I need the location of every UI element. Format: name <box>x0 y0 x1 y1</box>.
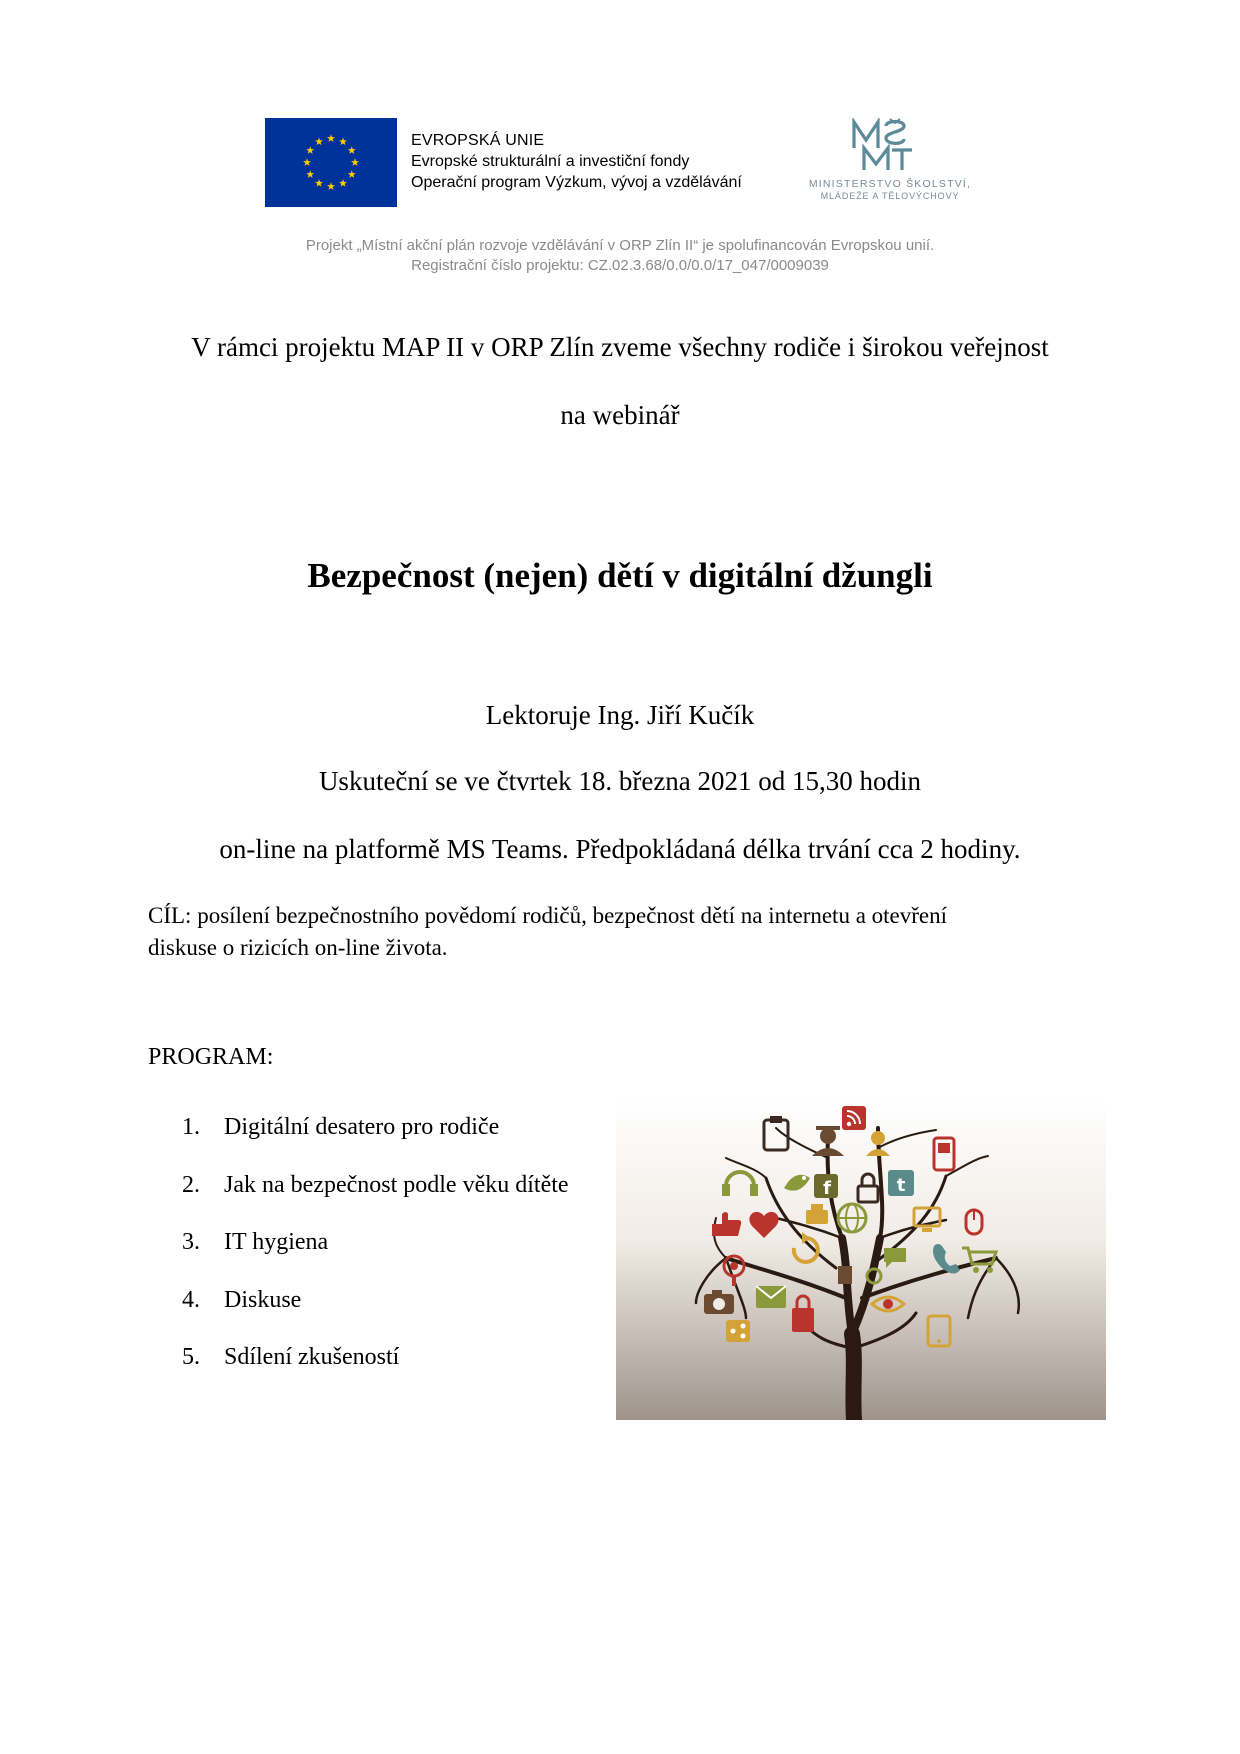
facebook-icon <box>814 1174 838 1199</box>
eu-logo <box>265 118 775 208</box>
svg-text:t: t <box>896 1175 906 1196</box>
goal-line1: CÍL: posílení bezpečnostního povědomí rodičů, bezpečnost dětí na internetu a otevření <box>148 903 948 928</box>
rss-icon <box>842 1106 866 1130</box>
eu-logo-line2: Evropské strukturální a investiční fondy <box>411 153 690 170</box>
eu-logo-text <box>411 130 742 193</box>
social-tree-image <box>616 1098 1106 1420</box>
list-item-text: Sdílení zkušeností <box>224 1344 400 1370</box>
list-item <box>182 1342 602 1400</box>
list-item <box>182 1112 602 1170</box>
webinar-text: na webinář <box>560 400 680 430</box>
date-text: Uskuteční se ve čtvrtek 18. března 2021 od 15,30 hodin <box>318 766 922 796</box>
platform-suffix: . Předpokládaná délka trvání cca 2 hodiny. <box>561 834 1021 864</box>
list-item-text: IT hygiena <box>224 1229 329 1255</box>
program-heading: PROGRAM: <box>148 1044 274 1070</box>
list-item-number: 3. <box>182 1229 200 1255</box>
goal-text <box>148 900 1098 964</box>
twitter-icon <box>888 1170 914 1196</box>
project-registration-number: Registrační číslo projektu: CZ.02.3.68/0.0/0.0/17_047/0009039 <box>411 257 829 274</box>
list-item <box>182 1227 602 1285</box>
list-item-number: 4. <box>182 1286 200 1313</box>
platform-name: MS Teams <box>446 834 562 864</box>
list-item <box>182 1285 602 1343</box>
msmt-logo-line2: MLÁDEŽE A TĚLOVÝCHOVY <box>820 191 960 201</box>
project-note <box>160 236 1080 276</box>
goal-line2: diskuse o rizicích on-line života. <box>148 935 448 960</box>
list-item-number: 2. <box>182 1171 200 1198</box>
msmt-logo <box>800 118 980 208</box>
msmt-logo-line1: MINISTERSTVO ŠKOLSTVÍ, <box>808 178 972 190</box>
list-item-text: Digitální desatero pro rodiče <box>224 1114 500 1140</box>
page-title: Bezpečnost (nejen) dětí v digitální džungli <box>307 556 933 595</box>
msmt-logo-text <box>800 178 980 202</box>
eu-flag-icon <box>265 118 397 207</box>
share-icon <box>726 1320 750 1342</box>
msmt-mark-icon <box>850 118 930 174</box>
mail-icon <box>756 1286 786 1308</box>
platform-text <box>0 834 1240 865</box>
intro-text: V rámci projektu MAP II v ORP Zlín zveme všechny rodiče i širokou veřejnost <box>191 332 1049 362</box>
list-item-text: Diskuse <box>224 1286 302 1313</box>
svg-text:f: f <box>823 1178 831 1199</box>
eu-logo-line3: Operační program Výzkum, vývoj a vzdělávání <box>411 174 742 191</box>
project-note-line1: Projekt „Místní akční plán rozvoje vzdělávání v ORP Zlín II“ je spolufinancován Evropskou unií. <box>305 237 935 254</box>
platform-prefix: on-line na platformě <box>219 834 447 864</box>
list-item <box>182 1170 602 1228</box>
eu-logo-line1: EVROPSKÁ UNIE <box>411 132 545 149</box>
program-list <box>182 1112 602 1400</box>
note-icon <box>838 1266 852 1284</box>
lecturer-text: Lektoruje Ing. Jiří Kučík <box>485 700 755 730</box>
list-item-number: 5. <box>182 1344 200 1370</box>
social-tree-illustration <box>616 1098 1106 1420</box>
list-item-text: Jak na bezpečnost podle věku dítěte <box>224 1171 569 1198</box>
list-item-number: 1. <box>182 1114 200 1140</box>
